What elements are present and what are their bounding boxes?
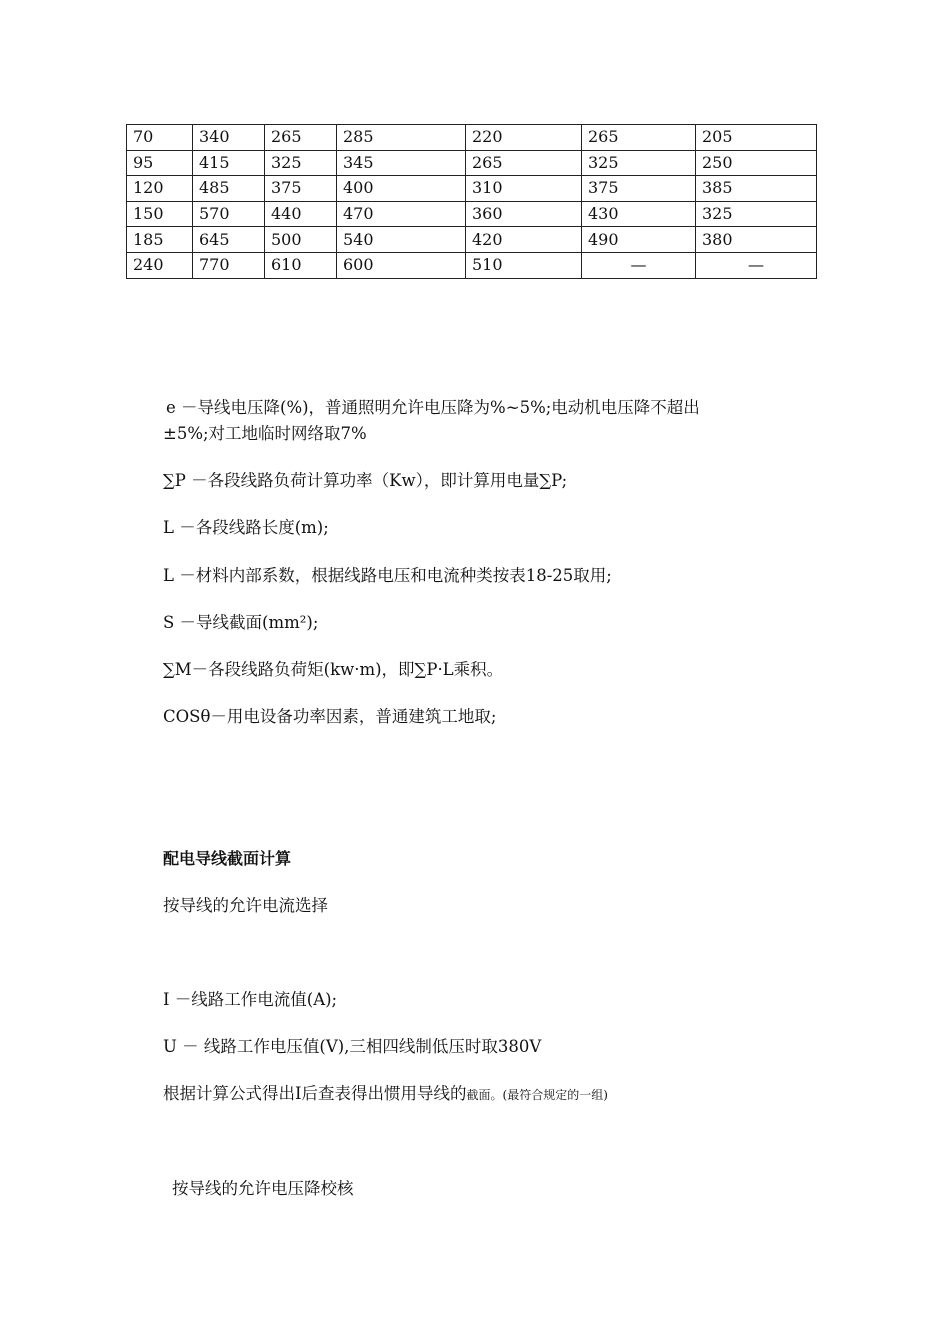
table-cell: 265: [265, 125, 337, 151]
table-cell: 240: [127, 252, 193, 278]
conclusion-note: 截面。(最符合规定的一组): [466, 1088, 608, 1102]
table-cell: 485: [193, 176, 265, 202]
cable-current-table: [126, 124, 817, 279]
table-row: [127, 150, 817, 176]
table-cell: 375: [582, 176, 696, 202]
definition-s: S －导线截面(mm²);: [163, 613, 319, 632]
subheading-by-current: 按导线的允许电流选择: [163, 896, 328, 915]
table-cell: 285: [337, 125, 466, 151]
table-cell: 645: [193, 227, 265, 253]
table-cell: —: [582, 252, 696, 278]
table-cell: 345: [337, 150, 466, 176]
definition-i: I －线路工作电流值(A);: [163, 990, 338, 1009]
table-cell: 340: [193, 125, 265, 151]
table-cell: 375: [265, 176, 337, 202]
definition-l-material: L －材料内部系数，根据线路电压和电流种类按表18-25取用;: [163, 566, 612, 585]
subheading-by-voltage: 按导线的允许电压降校核: [172, 1179, 354, 1198]
table-cell: 400: [337, 176, 466, 202]
table-cell: 205: [696, 125, 817, 151]
table-cell: 470: [337, 201, 466, 227]
definition-e-line2: ±5%;对工地临时网络取7%: [163, 424, 367, 443]
table-cell: 220: [466, 125, 582, 151]
table-cell: 430: [582, 201, 696, 227]
table-cell: 325: [696, 201, 817, 227]
definition-sum-m: ∑M－各段线路负荷矩(kw·m)，即∑P·L乘积。: [163, 660, 504, 679]
table-row: [127, 227, 817, 253]
table-cell: 510: [466, 252, 582, 278]
table-cell: 70: [127, 125, 193, 151]
table-row: [127, 252, 817, 278]
definition-sum-p: ∑P －各段线路负荷计算功率（Kw），即计算用电量∑P;: [163, 471, 568, 490]
table-cell: 440: [265, 201, 337, 227]
table-cell: 770: [193, 252, 265, 278]
table-cell: 415: [193, 150, 265, 176]
table-row: [127, 176, 817, 202]
table-cell: 185: [127, 227, 193, 253]
definition-e-line1: e －导线电压降(%)，普通照明允许电压降为%~5%;电动机电压降不超出: [166, 398, 700, 417]
table-cell: 570: [193, 201, 265, 227]
table-cell: 310: [466, 176, 582, 202]
table-cell: 95: [127, 150, 193, 176]
conclusion-main: 根据计算公式得出I后查表得出惯用导线的: [163, 1084, 467, 1103]
definition-u: U － 线路工作电压值(V),三相四线制低压时取380V: [163, 1037, 542, 1056]
table-cell: 540: [337, 227, 466, 253]
table-cell: 150: [127, 201, 193, 227]
table-row: [127, 125, 817, 151]
table-cell: 265: [466, 150, 582, 176]
definition-l-length: L －各段线路长度(m);: [163, 518, 329, 537]
table-row: [127, 201, 817, 227]
table-cell: 360: [466, 201, 582, 227]
conclusion-text: [163, 1083, 608, 1106]
table-cell: 265: [582, 125, 696, 151]
definition-cos: COSθ－用电设备功率因素，普通建筑工地取;: [163, 707, 497, 726]
table-cell: 325: [265, 150, 337, 176]
table-cell: 490: [582, 227, 696, 253]
table-cell: 385: [696, 176, 817, 202]
table-cell: 420: [466, 227, 582, 253]
table-cell: 600: [337, 252, 466, 278]
table-cell: 610: [265, 252, 337, 278]
section-heading: 配电导线截面计算: [163, 849, 292, 868]
table-cell: 250: [696, 150, 817, 176]
table-cell: 500: [265, 227, 337, 253]
table-cell: 120: [127, 176, 193, 202]
table-cell: 380: [696, 227, 817, 253]
table-cell: 325: [582, 150, 696, 176]
table-cell: —: [696, 252, 817, 278]
